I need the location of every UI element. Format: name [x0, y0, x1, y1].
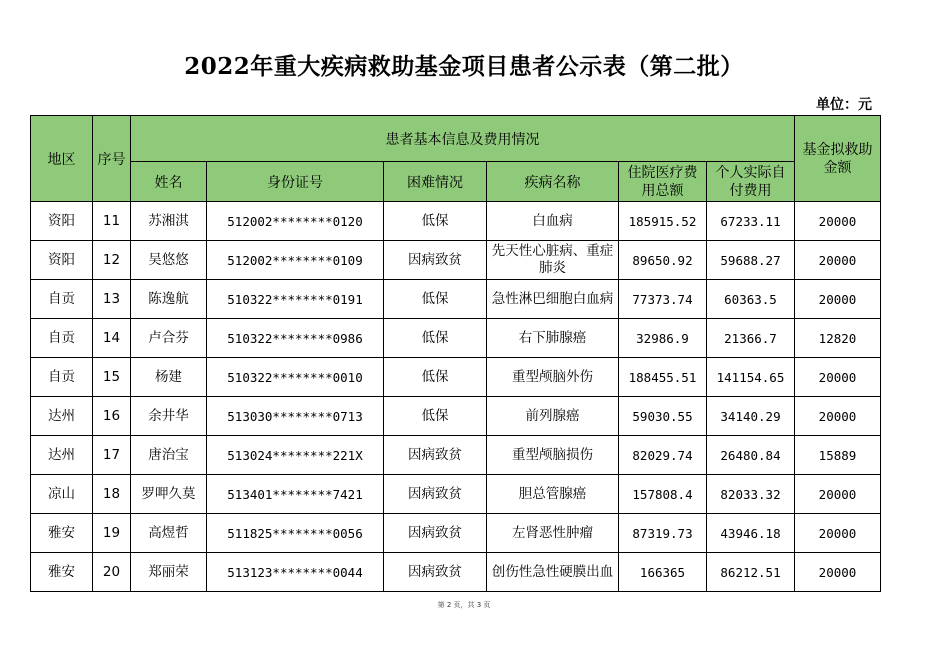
page-footer: 第 2 页，共 3 页 — [437, 601, 491, 609]
cell-self-pay: 141154.65 — [707, 358, 795, 397]
cell-total-cost: 188455.51 — [619, 358, 707, 397]
cell-seq: 12 — [93, 241, 131, 280]
cell-id: 510322********0010 — [207, 358, 384, 397]
table-row — [31, 475, 881, 514]
cell-seq: 13 — [93, 280, 131, 319]
cell-self-pay: 86212.51 — [707, 553, 795, 592]
cell-name: 唐治宝 — [131, 436, 207, 475]
cell-fund: 20000 — [795, 514, 881, 553]
cell-disease: 白血病 — [487, 202, 619, 241]
header-region: 地区 — [31, 116, 93, 202]
cell-self-pay: 43946.18 — [707, 514, 795, 553]
cell-id: 511825********0056 — [207, 514, 384, 553]
cell-fund: 20000 — [795, 397, 881, 436]
cell-fund: 20000 — [795, 358, 881, 397]
cell-name: 卢合芬 — [131, 319, 207, 358]
table-row — [31, 397, 881, 436]
cell-fund: 15889 — [795, 436, 881, 475]
cell-region: 自贡 — [31, 319, 93, 358]
cell-self-pay: 82033.32 — [707, 475, 795, 514]
cell-region: 凉山 — [31, 475, 93, 514]
cell-disease: 先天性心脏病、重症肺炎 — [487, 241, 619, 280]
cell-fund: 20000 — [795, 202, 881, 241]
cell-region: 自贡 — [31, 358, 93, 397]
cell-self-pay: 60363.5 — [707, 280, 795, 319]
cell-seq: 15 — [93, 358, 131, 397]
cell-self-pay: 59688.27 — [707, 241, 795, 280]
cell-id: 512002********0120 — [207, 202, 384, 241]
cell-fund: 20000 — [795, 241, 881, 280]
cell-seq: 19 — [93, 514, 131, 553]
cell-seq: 11 — [93, 202, 131, 241]
cell-name: 余井华 — [131, 397, 207, 436]
cell-region: 达州 — [31, 436, 93, 475]
cell-seq: 17 — [93, 436, 131, 475]
cell-disease: 左肾恶性肿瘤 — [487, 514, 619, 553]
table-row — [31, 553, 881, 592]
header-disease: 疾病名称 — [487, 162, 619, 202]
cell-name: 陈逸航 — [131, 280, 207, 319]
cell-seq: 16 — [93, 397, 131, 436]
header-self-pay: 个人实际自付费用 — [707, 162, 795, 202]
cell-id: 513401********7421 — [207, 475, 384, 514]
cell-difficulty: 低保 — [384, 397, 487, 436]
cell-region: 资阳 — [31, 241, 93, 280]
cell-self-pay: 21366.7 — [707, 319, 795, 358]
table-row — [31, 241, 881, 280]
table-row — [31, 358, 881, 397]
cell-name: 杨建 — [131, 358, 207, 397]
cell-name: 高煜哲 — [131, 514, 207, 553]
cell-difficulty: 因病致贫 — [384, 475, 487, 514]
cell-total-cost: 89650.92 — [619, 241, 707, 280]
cell-total-cost: 32986.9 — [619, 319, 707, 358]
cell-difficulty: 因病致贫 — [384, 241, 487, 280]
cell-disease: 胆总管腺癌 — [487, 475, 619, 514]
cell-id: 510322********0986 — [207, 319, 384, 358]
cell-disease: 创伤性急性硬膜出血 — [487, 553, 619, 592]
cell-fund: 20000 — [795, 280, 881, 319]
cell-difficulty: 因病致贫 — [384, 553, 487, 592]
cell-total-cost: 185915.52 — [619, 202, 707, 241]
cell-id: 513030********0713 — [207, 397, 384, 436]
cell-name: 郑丽荣 — [131, 553, 207, 592]
cell-total-cost: 77373.74 — [619, 280, 707, 319]
cell-self-pay: 67233.11 — [707, 202, 795, 241]
cell-fund: 12820 — [795, 319, 881, 358]
header-fund: 基金拟救助金额 — [795, 116, 881, 202]
cell-difficulty: 低保 — [384, 319, 487, 358]
table-row — [31, 280, 881, 319]
cell-seq: 20 — [93, 553, 131, 592]
cell-disease: 重型颅脑损伤 — [487, 436, 619, 475]
table-row — [31, 436, 881, 475]
header-seq: 序号 — [93, 116, 131, 202]
cell-id: 513123********0044 — [207, 553, 384, 592]
header-id: 身份证号 — [207, 162, 384, 202]
cell-id: 513024********221X — [207, 436, 384, 475]
table-row — [31, 514, 881, 553]
cell-seq: 18 — [93, 475, 131, 514]
table-row — [31, 319, 881, 358]
cell-disease: 前列腺癌 — [487, 397, 619, 436]
cell-fund: 20000 — [795, 553, 881, 592]
cell-total-cost: 87319.73 — [619, 514, 707, 553]
cell-disease: 急性淋巴细胞白血病 — [487, 280, 619, 319]
patient-table — [30, 115, 881, 592]
header-name: 姓名 — [131, 162, 207, 202]
cell-total-cost: 157808.4 — [619, 475, 707, 514]
cell-name: 罗呷久莫 — [131, 475, 207, 514]
cell-name: 苏湘淇 — [131, 202, 207, 241]
cell-id: 510322********0191 — [207, 280, 384, 319]
cell-fund: 20000 — [795, 475, 881, 514]
cell-difficulty: 因病致贫 — [384, 436, 487, 475]
cell-self-pay: 26480.84 — [707, 436, 795, 475]
cell-id: 512002********0109 — [207, 241, 384, 280]
cell-disease: 右下肺腺癌 — [487, 319, 619, 358]
cell-seq: 14 — [93, 319, 131, 358]
cell-disease: 重型颅脑外伤 — [487, 358, 619, 397]
header-total-cost: 住院医疗费用总额 — [619, 162, 707, 202]
cell-difficulty: 低保 — [384, 280, 487, 319]
cell-region: 自贡 — [31, 280, 93, 319]
cell-difficulty: 低保 — [384, 358, 487, 397]
cell-region: 达州 — [31, 397, 93, 436]
cell-name: 吴悠悠 — [131, 241, 207, 280]
cell-total-cost: 82029.74 — [619, 436, 707, 475]
cell-region: 资阳 — [31, 202, 93, 241]
cell-total-cost: 166365 — [619, 553, 707, 592]
cell-region: 雅安 — [31, 514, 93, 553]
header-group: 患者基本信息及费用情况 — [131, 116, 795, 162]
cell-difficulty: 因病致贫 — [384, 514, 487, 553]
cell-difficulty: 低保 — [384, 202, 487, 241]
cell-self-pay: 34140.29 — [707, 397, 795, 436]
page-title: 2022年重大疾病救助基金项目患者公示表（第二批） — [184, 53, 744, 80]
cell-region: 雅安 — [31, 553, 93, 592]
cell-total-cost: 59030.55 — [619, 397, 707, 436]
header-difficulty: 困难情况 — [384, 162, 487, 202]
unit-label: 单位：元 — [816, 97, 872, 113]
table-row — [31, 202, 881, 241]
